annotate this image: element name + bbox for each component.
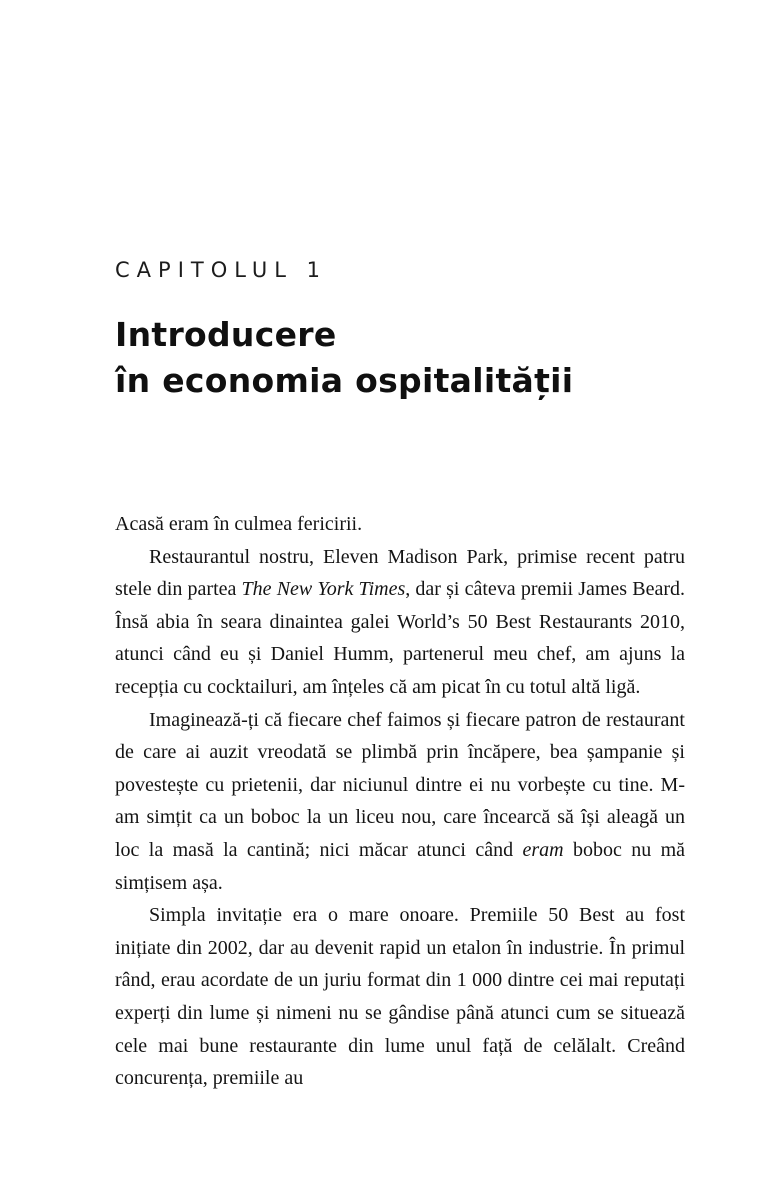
paragraph-3-text-cont: boboc nu mă simțisem așa. xyxy=(115,838,686,894)
page-content xyxy=(115,0,685,1095)
paragraph-2-text: Restaurantul nostru, Eleven Madison Park, primise recent patru stele din partea xyxy=(115,545,685,601)
chapter-title-line-2: în economia ospitalității xyxy=(115,361,574,400)
paragraph-2-italic: The New York Times xyxy=(241,578,406,601)
chapter-title xyxy=(115,312,685,404)
paragraph-3-italic: eram xyxy=(522,838,564,861)
chapter-title-line-1: Introducere xyxy=(115,315,337,354)
paragraph-4 xyxy=(115,899,685,1095)
chapter-label: CAPITOLUL 1 xyxy=(115,258,328,282)
paragraph-3-text: Imaginează-ți că fiecare chef faimos și fiecare patron de restaurant de care ai auzit vreodată se plimbă prin încăpere, bea șampanie și povestește cu prietenii, dar niciunul dintre ei nu vorbește cu tine. M-am simțit ca un boboc la un liceu nou, care încearcă să își aleagă un loc la masă la cantină; nici măcar atunci când xyxy=(115,708,685,861)
paragraph-3 xyxy=(115,704,685,900)
body-text xyxy=(115,508,685,1095)
paragraph-1-text: Acasă eram în culmea fericirii. xyxy=(115,513,363,535)
paragraph-2-text-cont: , dar și câteva premii James Beard. Însă abia în seara dinaintea galei World’s 50 Best Restaurants 2010, atunci când eu și Daniel Humm, partenerul meu chef, am ajuns la recepția cu cocktailuri, am înțeles că am picat în cu totul altă ligă. xyxy=(115,578,685,698)
paragraph-2 xyxy=(115,541,685,704)
paragraph-1 xyxy=(115,508,685,541)
paragraph-4-text: Simpla invitație era o mare onoare. Premiile 50 Best au fost inițiate din 2002, dar au devenit rapid un etalon în industrie. În primul rând, erau acordate de un juriu format din 1 000 dintre cei mai reputați experți din lume și nimeni nu se gândise până atunci cum se situează cele mai bune restaurante din lume unul față de celălalt. Creând concurența, premiile au xyxy=(115,904,685,1090)
